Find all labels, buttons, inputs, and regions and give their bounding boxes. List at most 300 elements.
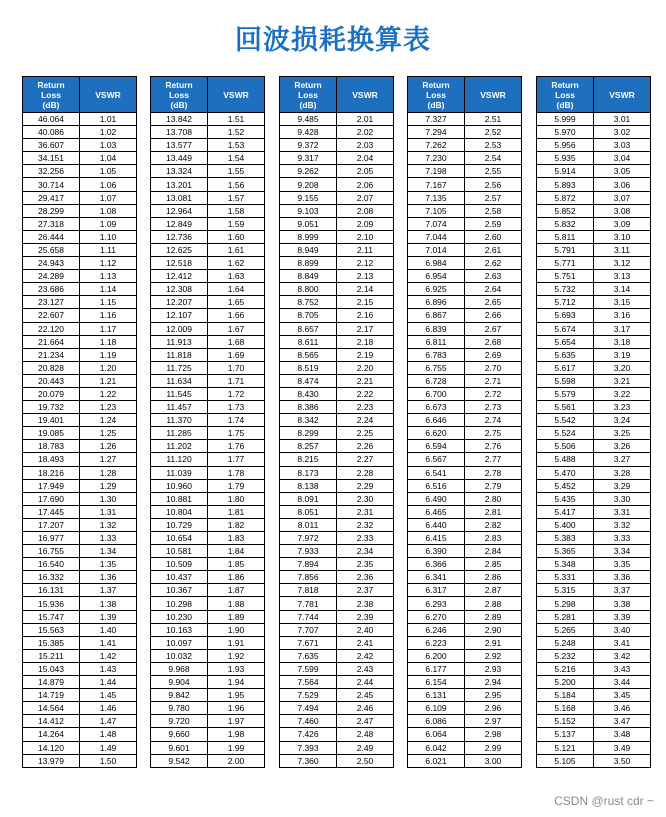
return-loss-cell: 6.594 [408,440,465,453]
table-row [408,584,522,597]
vswr-cell: 3.24 [594,414,651,427]
table-row [23,335,137,348]
return-loss-cell: 9.780 [151,702,208,715]
vswr-cell: 2.25 [337,427,394,440]
vswr-cell: 1.87 [208,584,265,597]
vswr-cell: 1.05 [80,165,137,178]
table-row [408,230,522,243]
vswr-cell: 1.77 [208,453,265,466]
table-row [408,741,522,754]
vswr-cell: 3.12 [594,257,651,270]
header-return-loss [408,77,465,113]
return-loss-cell: 10.163 [151,623,208,636]
vswr-cell: 1.20 [80,361,137,374]
table-row [537,715,651,728]
vswr-cell: 1.73 [208,401,265,414]
return-loss-cell: 6.567 [408,453,465,466]
vswr-cell: 2.60 [465,230,522,243]
return-loss-cell: 5.751 [537,270,594,283]
vswr-cell: 1.35 [80,558,137,571]
header-return-loss [151,77,208,113]
vswr-cell: 2.11 [337,243,394,256]
return-loss-cell: 9.317 [280,152,337,165]
conversion-table [279,76,394,768]
vswr-cell: 2.69 [465,348,522,361]
return-loss-cell: 12.308 [151,283,208,296]
return-loss-cell: 17.445 [23,505,80,518]
vswr-cell: 1.28 [80,466,137,479]
return-loss-cell: 6.541 [408,466,465,479]
table-row [408,702,522,715]
table-row [537,453,651,466]
return-loss-cell: 9.660 [151,728,208,741]
return-loss-cell: 7.818 [280,584,337,597]
return-loss-cell: 5.383 [537,532,594,545]
vswr-cell: 2.95 [465,689,522,702]
return-loss-cell: 10.804 [151,505,208,518]
return-loss-cell: 9.155 [280,191,337,204]
table-row [151,479,265,492]
return-loss-cell: 6.177 [408,662,465,675]
page-title: 回波损耗换算表 [235,25,431,56]
table-row [537,126,651,139]
table-row [537,139,651,152]
return-loss-cell: 5.635 [537,348,594,361]
return-loss-cell: 6.867 [408,309,465,322]
table-row [537,361,651,374]
table-row [408,348,522,361]
return-loss-cell: 10.729 [151,518,208,531]
vswr-cell: 1.17 [80,322,137,335]
return-loss-cell: 6.755 [408,361,465,374]
return-loss-cell: 6.366 [408,558,465,571]
return-loss-cell: 5.598 [537,374,594,387]
table-row [408,492,522,505]
vswr-cell: 1.69 [208,348,265,361]
table-row [23,610,137,623]
vswr-cell: 1.54 [208,152,265,165]
table-row [151,728,265,741]
vswr-cell: 1.50 [80,754,137,767]
table-row [151,126,265,139]
vswr-cell: 1.98 [208,728,265,741]
return-loss-cell: 7.894 [280,558,337,571]
return-loss-cell: 14.412 [23,715,80,728]
vswr-cell: 2.13 [337,270,394,283]
table-row [537,270,651,283]
vswr-cell: 2.52 [465,126,522,139]
table-row [280,492,394,505]
vswr-cell: 2.97 [465,715,522,728]
vswr-cell: 3.27 [594,453,651,466]
table-row [280,715,394,728]
vswr-cell: 2.08 [337,204,394,217]
return-loss-cell: 5.832 [537,217,594,230]
header-return-loss-line: Return [551,79,579,90]
return-loss-cell: 11.457 [151,401,208,414]
table-row [23,597,137,610]
vswr-cell: 1.21 [80,374,137,387]
table-row [151,113,265,126]
return-loss-cell: 6.317 [408,584,465,597]
table-row [408,453,522,466]
vswr-cell: 3.44 [594,676,651,689]
table-row [537,754,651,767]
vswr-cell: 2.62 [465,257,522,270]
return-loss-cell: 5.121 [537,741,594,754]
vswr-cell: 1.53 [208,139,265,152]
vswr-cell: 2.70 [465,361,522,374]
table-row [537,518,651,531]
return-loss-cell: 14.879 [23,676,80,689]
table-row [280,243,394,256]
table-column-3 [279,76,394,768]
return-loss-cell: 8.519 [280,361,337,374]
vswr-cell: 2.64 [465,283,522,296]
vswr-cell: 3.34 [594,545,651,558]
table-row [280,571,394,584]
return-loss-cell: 8.299 [280,427,337,440]
table-row [537,217,651,230]
return-loss-cell: 7.105 [408,204,465,217]
table-row [151,283,265,296]
table-row [23,532,137,545]
vswr-cell: 2.24 [337,414,394,427]
vswr-cell: 3.36 [594,571,651,584]
table-row [408,270,522,283]
table-row [151,152,265,165]
vswr-cell: 2.22 [337,387,394,400]
vswr-cell: 2.35 [337,558,394,571]
vswr-cell: 1.66 [208,309,265,322]
return-loss-cell: 12.964 [151,204,208,217]
return-loss-cell: 7.529 [280,689,337,702]
return-loss-cell: 7.074 [408,217,465,230]
vswr-cell: 2.29 [337,479,394,492]
table-row [23,558,137,571]
return-loss-cell: 6.728 [408,374,465,387]
table-row [280,518,394,531]
table-row [280,113,394,126]
vswr-cell: 3.20 [594,361,651,374]
table-row [280,257,394,270]
vswr-cell: 1.30 [80,492,137,505]
vswr-cell: 1.14 [80,283,137,296]
table-row [280,466,394,479]
table-row [280,139,394,152]
return-loss-cell: 8.173 [280,466,337,479]
table-row [23,623,137,636]
table-row [151,243,265,256]
return-loss-cell: 21.234 [23,348,80,361]
table-row [23,283,137,296]
vswr-cell: 3.10 [594,230,651,243]
return-loss-cell: 11.370 [151,414,208,427]
return-loss-cell: 27.318 [23,217,80,230]
return-loss-cell: 10.581 [151,545,208,558]
table-row [408,636,522,649]
table-row [537,440,651,453]
vswr-cell: 1.48 [80,728,137,741]
table-row [537,374,651,387]
vswr-cell: 2.06 [337,178,394,191]
vswr-cell: 2.36 [337,571,394,584]
return-loss-cell: 19.401 [23,414,80,427]
table-row [537,741,651,754]
return-loss-cell: 7.230 [408,152,465,165]
table-row [537,414,651,427]
vswr-cell: 2.67 [465,322,522,335]
table-row [408,479,522,492]
vswr-cell: 2.56 [465,178,522,191]
table-row [280,335,394,348]
table-row [537,584,651,597]
return-loss-cell: 5.435 [537,492,594,505]
vswr-cell: 3.19 [594,348,651,361]
table-row [23,427,137,440]
table-row [408,466,522,479]
vswr-cell: 1.42 [80,649,137,662]
vswr-cell: 1.22 [80,387,137,400]
vswr-cell: 1.09 [80,217,137,230]
table-row [537,466,651,479]
vswr-cell: 1.56 [208,178,265,191]
table-row [280,217,394,230]
table-row [537,676,651,689]
header-return-loss-line: (dB) [42,99,60,110]
return-loss-cell: 5.315 [537,584,594,597]
table-row [280,401,394,414]
table-row [408,309,522,322]
return-loss-cell: 5.232 [537,649,594,662]
table-row [408,178,522,191]
return-loss-cell: 20.079 [23,387,80,400]
return-loss-cell: 12.849 [151,217,208,230]
return-loss-cell: 6.440 [408,518,465,531]
return-loss-cell: 7.360 [280,754,337,767]
table-row [537,230,651,243]
return-loss-cell: 8.011 [280,518,337,531]
table-row [280,479,394,492]
return-loss-cell: 13.201 [151,178,208,191]
table-row [408,296,522,309]
table-row [23,492,137,505]
table-row [151,558,265,571]
return-loss-cell: 8.899 [280,257,337,270]
vswr-cell: 3.13 [594,270,651,283]
return-loss-cell: 10.881 [151,492,208,505]
header-return-loss [280,77,337,113]
return-loss-cell: 8.657 [280,322,337,335]
return-loss-cell: 29.417 [23,191,80,204]
return-loss-cell: 7.198 [408,165,465,178]
vswr-cell: 1.25 [80,427,137,440]
vswr-cell: 3.15 [594,296,651,309]
table-row [23,728,137,741]
header-return-loss-line: (dB) [299,99,317,110]
table-row [23,689,137,702]
vswr-cell: 1.07 [80,191,137,204]
vswr-cell: 1.06 [80,178,137,191]
table-row [151,532,265,545]
table-row [280,610,394,623]
vswr-cell: 3.35 [594,558,651,571]
return-loss-cell: 9.842 [151,689,208,702]
table-row [151,414,265,427]
return-loss-cell: 8.138 [280,479,337,492]
table-row [280,584,394,597]
vswr-cell: 2.44 [337,676,394,689]
vswr-cell: 3.31 [594,505,651,518]
return-loss-cell: 24.943 [23,257,80,270]
return-loss-cell: 5.674 [537,322,594,335]
vswr-cell: 3.03 [594,139,651,152]
return-loss-cell: 34.151 [23,152,80,165]
vswr-cell: 1.55 [208,165,265,178]
header-return-loss-line: Loss [169,89,189,100]
return-loss-cell: 6.516 [408,479,465,492]
table-row [408,217,522,230]
vswr-cell: 3.47 [594,715,651,728]
header-return-loss-line: Loss [41,89,61,100]
table-row [151,492,265,505]
table-row [280,453,394,466]
return-loss-cell: 5.216 [537,662,594,675]
vswr-cell: 3.18 [594,335,651,348]
vswr-cell: 3.02 [594,126,651,139]
vswr-cell: 1.91 [208,636,265,649]
header-return-loss-line: (dB) [427,99,445,110]
return-loss-cell: 5.248 [537,636,594,649]
header-return-loss-line: Return [37,79,65,90]
return-loss-cell: 13.449 [151,152,208,165]
return-loss-cell: 8.051 [280,505,337,518]
table-row [23,702,137,715]
vswr-cell: 2.23 [337,401,394,414]
return-loss-cell: 5.935 [537,152,594,165]
table-row [280,296,394,309]
return-loss-cell: 12.412 [151,270,208,283]
vswr-cell: 1.65 [208,296,265,309]
vswr-cell: 3.29 [594,479,651,492]
header-vswr: VSWR [594,77,651,113]
table-row [280,126,394,139]
table-row [537,636,651,649]
table-row [408,728,522,741]
table-row [408,322,522,335]
table-row [537,204,651,217]
vswr-cell: 2.87 [465,584,522,597]
vswr-cell: 3.41 [594,636,651,649]
return-loss-cell: 5.331 [537,571,594,584]
vswr-cell: 1.83 [208,532,265,545]
table-row [151,204,265,217]
table-row [280,728,394,741]
return-loss-cell: 5.970 [537,126,594,139]
vswr-cell: 1.70 [208,361,265,374]
vswr-cell: 2.88 [465,597,522,610]
return-loss-cell: 7.327 [408,113,465,126]
return-loss-cell: 7.167 [408,178,465,191]
return-loss-cell: 7.135 [408,191,465,204]
header-return-loss [23,77,80,113]
return-loss-cell: 5.184 [537,689,594,702]
vswr-cell: 1.74 [208,414,265,427]
vswr-cell: 2.66 [465,309,522,322]
vswr-cell: 1.18 [80,335,137,348]
vswr-cell: 2.32 [337,518,394,531]
vswr-cell: 1.82 [208,518,265,531]
table-row [408,113,522,126]
return-loss-cell: 14.120 [23,741,80,754]
vswr-cell: 2.04 [337,152,394,165]
return-loss-cell: 46.064 [23,113,80,126]
table-row [408,139,522,152]
table-row [23,165,137,178]
return-loss-cell: 26.444 [23,230,80,243]
return-loss-cell: 5.956 [537,139,594,152]
vswr-cell: 3.46 [594,702,651,715]
header-return-loss-line: Return [165,79,193,90]
vswr-cell: 3.50 [594,754,651,767]
vswr-cell: 3.05 [594,165,651,178]
return-loss-cell: 5.265 [537,623,594,636]
vswr-cell: 2.74 [465,414,522,427]
return-loss-cell: 5.152 [537,715,594,728]
vswr-cell: 2.19 [337,348,394,361]
vswr-cell: 2.17 [337,322,394,335]
vswr-cell: 3.32 [594,518,651,531]
table-row [408,361,522,374]
return-loss-cell: 5.561 [537,401,594,414]
table-row [537,113,651,126]
return-loss-cell: 5.298 [537,597,594,610]
table-row [537,257,651,270]
return-loss-cell: 6.811 [408,335,465,348]
vswr-cell: 3.09 [594,217,651,230]
return-loss-cell: 5.579 [537,387,594,400]
vswr-cell: 2.77 [465,453,522,466]
return-loss-cell: 6.646 [408,414,465,427]
return-loss-cell: 11.202 [151,440,208,453]
table-row [537,532,651,545]
header-return-loss [537,77,594,113]
vswr-cell: 2.31 [337,505,394,518]
return-loss-cell: 13.577 [151,139,208,152]
vswr-cell: 1.33 [80,532,137,545]
vswr-cell: 2.02 [337,126,394,139]
return-loss-cell: 9.051 [280,217,337,230]
table-row [408,283,522,296]
vswr-cell: 2.50 [337,754,394,767]
vswr-cell: 3.22 [594,387,651,400]
vswr-cell: 2.49 [337,741,394,754]
return-loss-cell: 7.707 [280,623,337,636]
vswr-cell: 2.63 [465,270,522,283]
table-row [408,505,522,518]
return-loss-cell: 16.332 [23,571,80,584]
return-loss-cell: 6.341 [408,571,465,584]
vswr-cell: 1.94 [208,676,265,689]
table-row [280,597,394,610]
table-row [23,571,137,584]
vswr-cell: 2.16 [337,309,394,322]
vswr-cell: 2.40 [337,623,394,636]
return-loss-cell: 6.042 [408,741,465,754]
return-loss-cell: 12.207 [151,296,208,309]
return-loss-cell: 5.712 [537,296,594,309]
table-row [151,322,265,335]
